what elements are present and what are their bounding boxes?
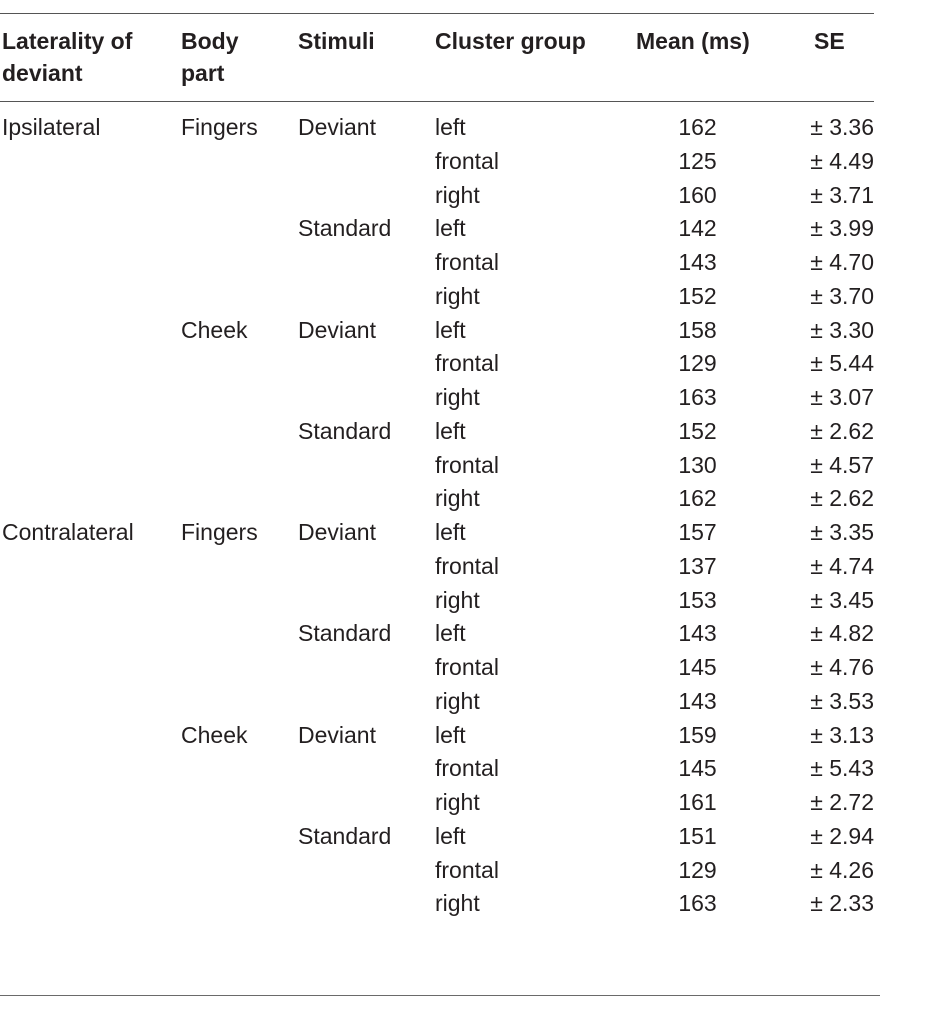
cell-mean: 130 bbox=[678, 452, 717, 478]
header-stimuli: Stimuli bbox=[298, 28, 375, 54]
cell-mean: 143 bbox=[678, 620, 717, 646]
header-body-part-line2: part bbox=[181, 60, 225, 86]
cell-mean: 157 bbox=[678, 519, 717, 545]
cell-cluster-group: frontal bbox=[435, 350, 499, 376]
cell-cluster-group: left bbox=[435, 215, 466, 241]
cell-mean: 163 bbox=[678, 890, 717, 916]
cell-se: ± 4.57 bbox=[810, 452, 874, 478]
cell-cluster-group: right bbox=[435, 283, 480, 309]
cell-mean: 161 bbox=[678, 789, 717, 815]
cell-cluster-group: frontal bbox=[435, 857, 499, 883]
cell-mean: 129 bbox=[678, 857, 717, 883]
cell-se: ± 3.53 bbox=[810, 688, 874, 714]
table-bottom-rule bbox=[0, 995, 880, 996]
cell-cluster-group: left bbox=[435, 620, 466, 646]
cell-stimuli: Deviant bbox=[298, 317, 376, 343]
cell-se: ± 3.70 bbox=[810, 283, 874, 309]
header-cluster-group: Cluster group bbox=[435, 28, 586, 54]
cell-mean: 151 bbox=[678, 823, 717, 849]
cell-body-part: Cheek bbox=[181, 317, 248, 343]
cell-stimuli: Standard bbox=[298, 823, 392, 849]
cell-mean: 162 bbox=[678, 485, 717, 511]
cell-mean: 159 bbox=[678, 722, 717, 748]
cell-cluster-group: right bbox=[435, 485, 480, 511]
cell-se: ± 4.82 bbox=[810, 620, 874, 646]
cell-cluster-group: right bbox=[435, 688, 480, 714]
header-body-part bbox=[181, 25, 239, 89]
cell-cluster-group: right bbox=[435, 587, 480, 613]
cell-cluster-group: frontal bbox=[435, 452, 499, 478]
cell-cluster-group: frontal bbox=[435, 654, 499, 680]
cell-se: ± 3.35 bbox=[810, 519, 874, 545]
cell-se: ± 3.99 bbox=[810, 215, 874, 241]
header-body-part-line1: Body bbox=[181, 28, 239, 54]
cell-mean: 158 bbox=[678, 317, 717, 343]
cell-se: ± 3.13 bbox=[810, 722, 874, 748]
cell-se: ± 3.07 bbox=[810, 384, 874, 410]
header-laterality-line1: Laterality of bbox=[2, 28, 133, 54]
cell-se: ± 2.62 bbox=[810, 418, 874, 444]
cell-cluster-group: left bbox=[435, 519, 466, 545]
cell-cluster-group: right bbox=[435, 182, 480, 208]
cell-mean: 152 bbox=[678, 283, 717, 309]
cell-mean: 153 bbox=[678, 587, 717, 613]
cell-se: ± 4.26 bbox=[810, 857, 874, 883]
cell-mean: 125 bbox=[678, 148, 717, 174]
cell-stimuli: Standard bbox=[298, 418, 392, 444]
cell-mean: 143 bbox=[678, 249, 717, 275]
cell-cluster-group: left bbox=[435, 823, 466, 849]
cell-mean: 163 bbox=[678, 384, 717, 410]
cell-cluster-group: right bbox=[435, 789, 480, 815]
cell-stimuli: Deviant bbox=[298, 519, 376, 545]
cell-mean: 162 bbox=[678, 114, 717, 140]
cell-se: ± 2.94 bbox=[810, 823, 874, 849]
table-header-rule bbox=[0, 101, 874, 102]
cell-se: ± 3.36 bbox=[810, 114, 874, 140]
cell-se: ± 4.74 bbox=[810, 553, 874, 579]
cell-se: ± 4.76 bbox=[810, 654, 874, 680]
cell-mean: 145 bbox=[678, 654, 717, 680]
cell-se: ± 2.72 bbox=[810, 789, 874, 815]
cell-mean: 160 bbox=[678, 182, 717, 208]
cell-cluster-group: left bbox=[435, 317, 466, 343]
cell-stimuli: Standard bbox=[298, 215, 392, 241]
cell-mean: 145 bbox=[678, 755, 717, 781]
cell-mean: 137 bbox=[678, 553, 717, 579]
cell-cluster-group: frontal bbox=[435, 755, 499, 781]
cell-body-part: Fingers bbox=[181, 114, 258, 140]
header-laterality-line2: deviant bbox=[2, 60, 83, 86]
cell-laterality: Ipsilateral bbox=[2, 114, 101, 140]
cell-se: ± 2.62 bbox=[810, 485, 874, 511]
cell-mean: 143 bbox=[678, 688, 717, 714]
cell-se: ± 3.30 bbox=[810, 317, 874, 343]
cell-se: ± 3.45 bbox=[810, 587, 874, 613]
cell-cluster-group: frontal bbox=[435, 148, 499, 174]
cell-cluster-group: right bbox=[435, 890, 480, 916]
cell-se: ± 3.71 bbox=[810, 182, 874, 208]
cell-se: ± 4.49 bbox=[810, 148, 874, 174]
cell-laterality: Contralateral bbox=[2, 519, 134, 545]
cell-mean: 142 bbox=[678, 215, 717, 241]
cell-se: ± 4.70 bbox=[810, 249, 874, 275]
cell-body-part: Cheek bbox=[181, 722, 248, 748]
cell-body-part: Fingers bbox=[181, 519, 258, 545]
cell-mean: 129 bbox=[678, 350, 717, 376]
cell-stimuli: Deviant bbox=[298, 722, 376, 748]
header-mean: Mean (ms) bbox=[636, 28, 750, 54]
header-se: SE bbox=[814, 28, 845, 54]
cell-cluster-group: left bbox=[435, 722, 466, 748]
cell-cluster-group: frontal bbox=[435, 249, 499, 275]
cell-mean: 152 bbox=[678, 418, 717, 444]
cell-se: ± 5.44 bbox=[810, 350, 874, 376]
cell-se: ± 2.33 bbox=[810, 890, 874, 916]
table-top-rule bbox=[0, 13, 874, 14]
cell-cluster-group: right bbox=[435, 384, 480, 410]
cell-stimuli: Deviant bbox=[298, 114, 376, 140]
cell-se: ± 5.43 bbox=[810, 755, 874, 781]
cell-cluster-group: frontal bbox=[435, 553, 499, 579]
cell-cluster-group: left bbox=[435, 418, 466, 444]
cell-cluster-group: left bbox=[435, 114, 466, 140]
cell-stimuli: Standard bbox=[298, 620, 392, 646]
header-laterality bbox=[2, 25, 132, 89]
